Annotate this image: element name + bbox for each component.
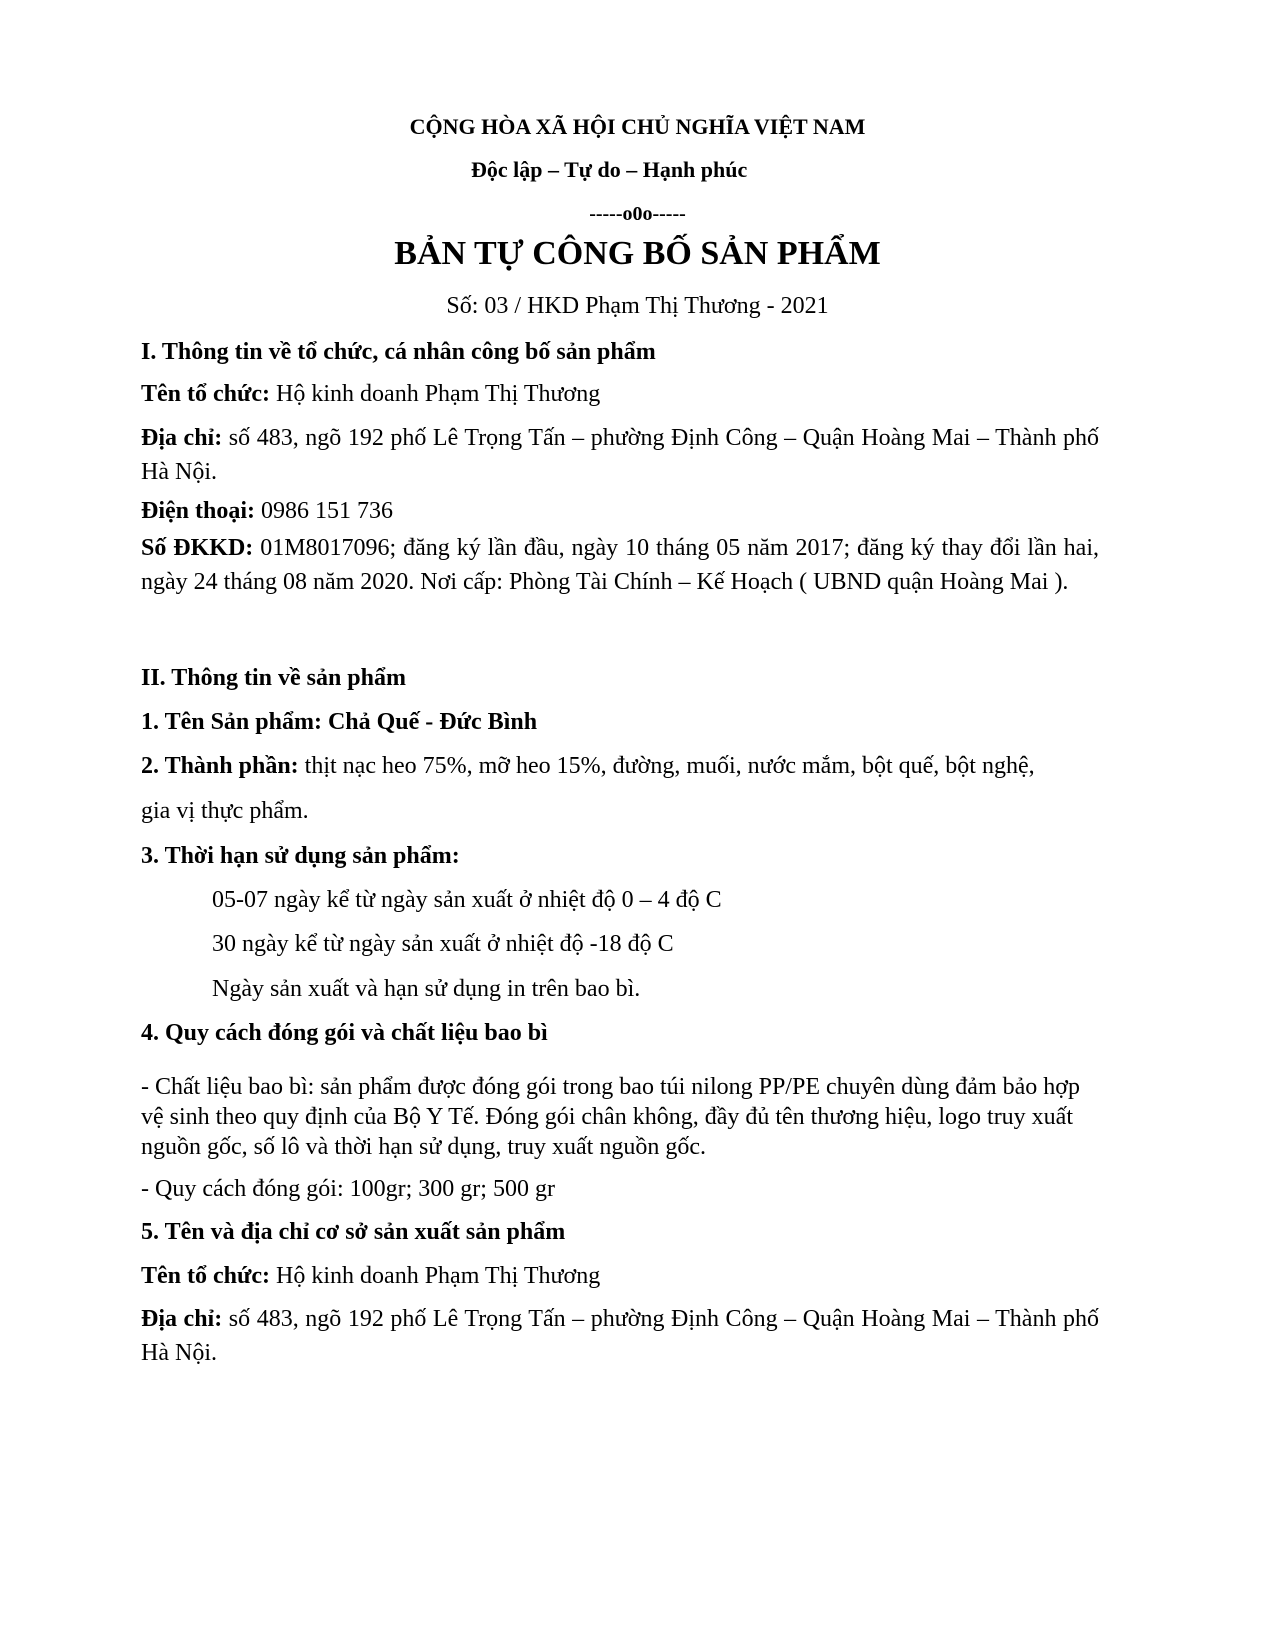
registration-label: Số ĐKKD: <box>141 535 254 561</box>
product-name: 1. Tên Sản phẩm: Chả Quế - Đức Bình <box>141 709 538 735</box>
producer-org-row <box>141 1260 600 1292</box>
producer-org-label: Tên tổ chức: <box>141 1263 271 1289</box>
phone-row <box>141 495 393 527</box>
address-block <box>141 421 1099 489</box>
producer-address-label: Địa chỉ: <box>141 1306 223 1332</box>
ingredients-continuation: gia vị thực phẩm. <box>141 798 309 824</box>
producer-org-value: Hộ kinh doanh Phạm Thị Thương <box>270 1263 601 1289</box>
section-2-heading: II. Thông tin về sản phẩm <box>141 665 406 691</box>
shelf-life-item: 30 ngày kể từ ngày sản xuất ở nhiệt độ -18 độ C <box>212 931 674 957</box>
phone-value: 0986 151 736 <box>255 498 393 524</box>
org-name-value: Hộ kinh doanh Phạm Thị Thương <box>270 381 601 407</box>
ingredients-label: 2. Thành phần: <box>141 753 299 779</box>
motto: Độc lập – Tự do – Hạnh phúc <box>471 157 748 182</box>
address-label: Địa chỉ: <box>141 425 223 451</box>
producer-heading: 5. Tên và địa chỉ cơ sở sản xuất sản phẩm <box>141 1219 566 1245</box>
business-registration-block <box>141 531 1099 599</box>
ingredients-value: thịt nạc heo 75%, mỡ heo 15%, đường, muối, nước mắm, bột quế, bột nghệ, <box>298 753 1035 779</box>
org-name-row <box>141 378 600 410</box>
national-title: CỘNG HÒA XÃ HỘI CHỦ NGHĨA VIỆT NAM <box>409 114 866 139</box>
producer-address-value: số 483, ngõ 192 phố Lê Trọng Tấn – phường Định Công – Quận Hoàng Mai – Thành phố Hà Nội. <box>141 1306 1099 1366</box>
document-title: BẢN TỰ CÔNG BỐ SẢN PHẨM <box>394 235 881 272</box>
document-number: Số: 03 / HKD Phạm Thị Thương - 2021 <box>446 293 829 319</box>
phone-label: Điện thoại: <box>141 498 255 524</box>
ingredients-row <box>141 750 1035 782</box>
shelf-life-item: Ngày sản xuất và hạn sử dụng in trên bao bì. <box>212 976 641 1002</box>
producer-address-block <box>141 1302 1099 1370</box>
shelf-life-item: 05-07 ngày kể từ ngày sản xuất ở nhiệt độ 0 – 4 độ C <box>212 887 722 913</box>
org-name-label: Tên tổ chức: <box>141 381 271 407</box>
packaging-sizes: - Quy cách đóng gói: 100gr; 300 gr; 500 gr <box>141 1176 555 1202</box>
section-1-heading: I. Thông tin về tổ chức, cá nhân công bố sản phẩm <box>141 339 656 365</box>
registration-value: 01M8017096; đăng ký lần đầu, ngày 10 tháng 05 năm 2017; đăng ký thay đổi lần hai, ngày 24 tháng 08 năm 2020. Nơi cấp: Phòng Tài Chính – Kế Hoạch ( UBND quận Hoàng Mai ). <box>141 535 1100 595</box>
shelf-life-heading: 3. Thời hạn sử dụng sản phẩm: <box>141 843 460 869</box>
separator: -----o0o----- <box>589 203 686 225</box>
address-value: số 483, ngõ 192 phố Lê Trọng Tấn – phường Định Công – Quận Hoàng Mai – Thành phố Hà Nội. <box>141 425 1099 485</box>
packaging-heading: 4. Quy cách đóng gói và chất liệu bao bì <box>141 1020 548 1046</box>
packaging-material: - Chất liệu bao bì: sản phẩm được đóng gói trong bao túi nilong PP/PE chuyên dùng đảm bảo hợp vệ sinh theo quy định của Bộ Y Tế. Đóng gói chân không, đầy đủ tên thương hiệu, logo truy xuất nguồn gốc, số lô và thời hạn sử dụng, truy xuất nguồn gốc. <box>141 1074 1080 1160</box>
